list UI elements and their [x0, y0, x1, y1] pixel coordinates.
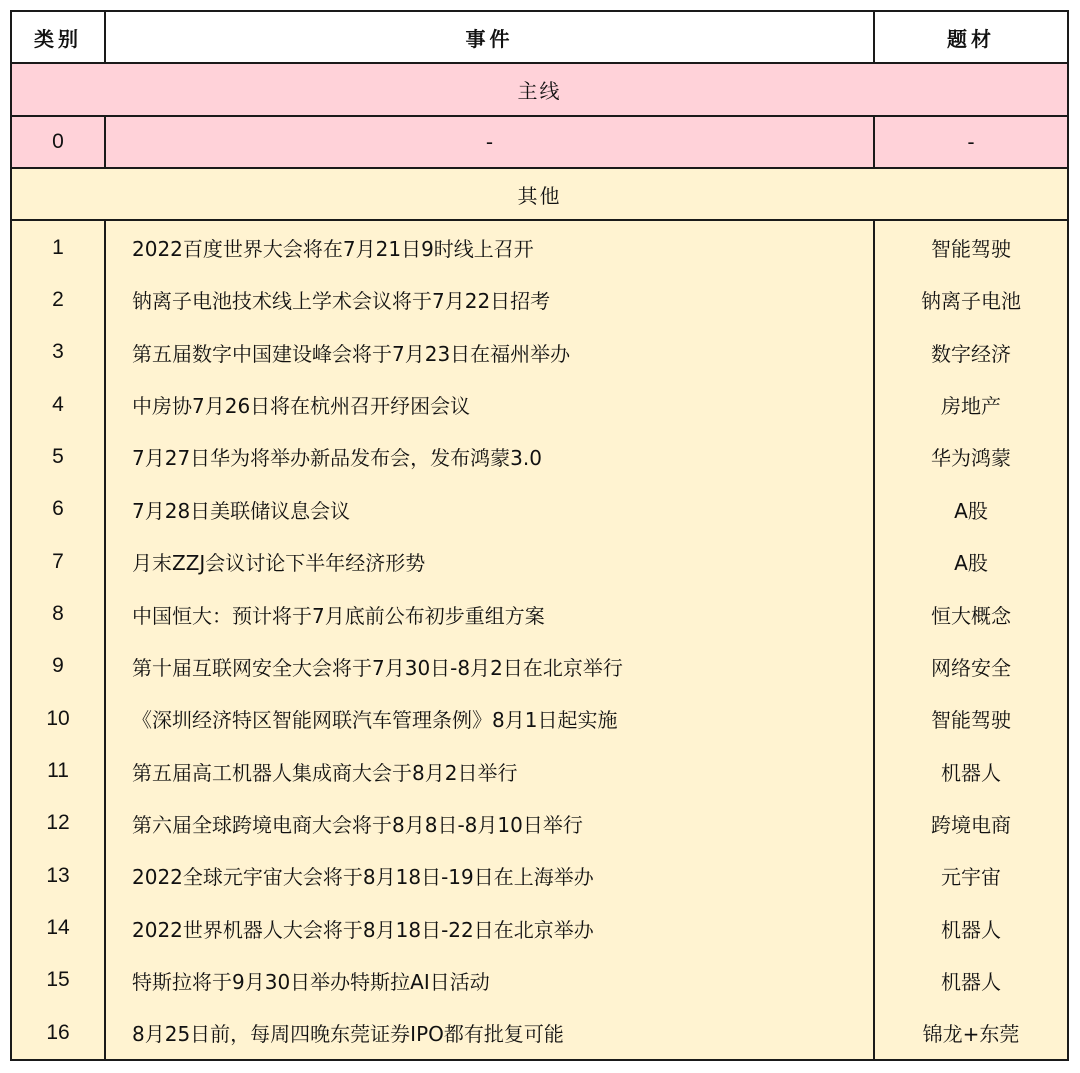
row-number: 3	[12, 326, 106, 378]
row-number: 4	[12, 378, 106, 430]
row-number: 7	[12, 535, 106, 587]
main-row-theme: -	[875, 117, 1067, 169]
section-main-title: 主线	[12, 64, 1067, 116]
row-number: 10	[12, 693, 106, 745]
row-event: 第六届全球跨境电商大会将于8月8日-8月10日举行	[106, 797, 875, 849]
row-event: 《深圳经济特区智能网联汽车管理条例》8月1日起实施	[106, 693, 875, 745]
row-number: 9	[12, 640, 106, 692]
header-category: 类别	[12, 12, 106, 64]
event-table	[10, 10, 1069, 1061]
row-theme: A股	[875, 535, 1067, 587]
row-number: 8	[12, 588, 106, 640]
row-theme: 智能驾驶	[875, 221, 1067, 273]
header-event: 事件	[106, 12, 875, 64]
row-number: 11	[12, 745, 106, 797]
row-number: 14	[12, 902, 106, 954]
row-theme: 数字经济	[875, 326, 1067, 378]
row-theme: 网络安全	[875, 640, 1067, 692]
row-number: 2	[12, 274, 106, 326]
header-theme: 题材	[875, 12, 1067, 64]
row-theme: 锦龙+东莞	[875, 1007, 1067, 1059]
row-event: 2022百度世界大会将在7月21日9时线上召开	[106, 221, 875, 273]
row-event: 7月28日美联储议息会议	[106, 483, 875, 535]
main-row-event: -	[106, 117, 875, 169]
row-event: 特斯拉将于9月30日举办特斯拉AI日活动	[106, 954, 875, 1006]
row-number: 6	[12, 483, 106, 535]
row-event: 第五届高工机器人集成商大会于8月2日举行	[106, 745, 875, 797]
row-theme: 华为鸿蒙	[875, 431, 1067, 483]
row-event: 8月25日前，每周四晚东莞证券IPO都有批复可能	[106, 1007, 875, 1059]
row-event: 2022世界机器人大会将于8月18日-22日在北京举办	[106, 902, 875, 954]
row-number: 5	[12, 431, 106, 483]
row-event: 第十届互联网安全大会将于7月30日-8月2日在北京举行	[106, 640, 875, 692]
row-event: 2022全球元宇宙大会将于8月18日-19日在上海举办	[106, 850, 875, 902]
row-event: 中国恒大：预计将于7月底前公布初步重组方案	[106, 588, 875, 640]
row-theme: 机器人	[875, 902, 1067, 954]
row-theme: 钠离子电池	[875, 274, 1067, 326]
row-number: 1	[12, 221, 106, 273]
row-theme: A股	[875, 483, 1067, 535]
row-event: 月末ZZJ会议讨论下半年经济形势	[106, 535, 875, 587]
row-theme: 机器人	[875, 745, 1067, 797]
row-event: 第五届数字中国建设峰会将于7月23日在福州举办	[106, 326, 875, 378]
row-number: 12	[12, 797, 106, 849]
section-other-title: 其他	[12, 169, 1067, 221]
row-number: 13	[12, 850, 106, 902]
main-row-number: 0	[12, 117, 106, 169]
row-event: 7月27日华为将举办新品发布会，发布鸿蒙3.0	[106, 431, 875, 483]
row-theme: 跨境电商	[875, 797, 1067, 849]
row-event: 钠离子电池技术线上学术会议将于7月22日招考	[106, 274, 875, 326]
row-number: 16	[12, 1007, 106, 1059]
row-theme: 元宇宙	[875, 850, 1067, 902]
row-number: 15	[12, 954, 106, 1006]
row-theme: 房地产	[875, 378, 1067, 430]
row-event: 中房协7月26日将在杭州召开纾困会议	[106, 378, 875, 430]
row-theme: 智能驾驶	[875, 693, 1067, 745]
row-theme: 恒大概念	[875, 588, 1067, 640]
row-theme: 机器人	[875, 954, 1067, 1006]
